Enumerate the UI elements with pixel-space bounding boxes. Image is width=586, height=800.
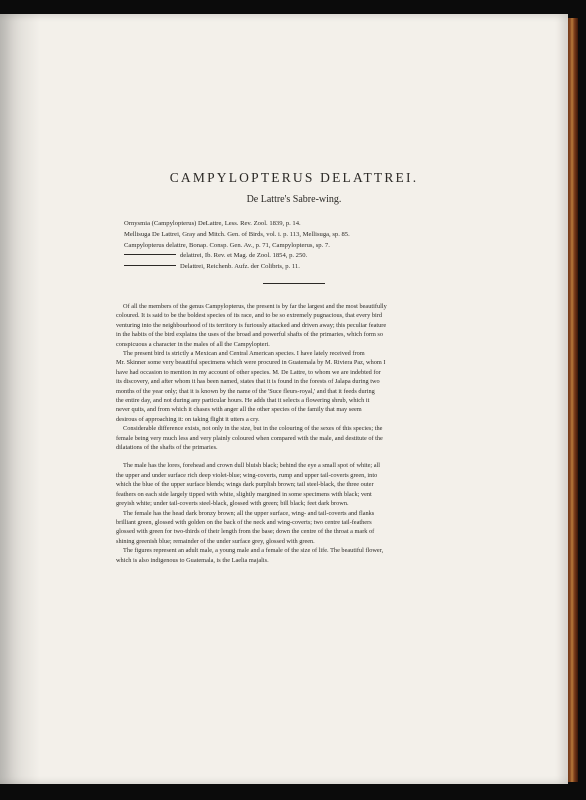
body-text — [116, 302, 472, 565]
synonym-line: Campylopterus delattre, Bonap. Consp. Gen. Av., p. 71, Campylopterus, sp. 7. — [124, 241, 330, 249]
text-line: months of the year only; that it is known by the name of the 'Suce fleurs-royal,' and that it feeds during — [116, 387, 375, 395]
text-line: Of all the members of the genus Campylopterus, the present is by far the largest and the most beautifully — [123, 302, 387, 310]
text-line: Mr. Skinner some very beautiful specimens which were procured in Guatemala by M. Riviera Paz, whom I — [116, 359, 386, 367]
text-line: brilliant green, glossed with golden on the back of the neck and wing-coverts; two centre tail-feathers — [116, 518, 372, 526]
text-line: which the blue of the upper surface blends; wings dark purplish brown; tail steel-black, the three outer — [116, 481, 374, 489]
text-line: the entire day, and not during any particular hours. He adds that it selects a flowering shrub, which it — [116, 397, 370, 405]
text-line: the upper and under surface rich deep violet-blue; wing-coverts, rump and upper tail-coverts green, into — [116, 471, 378, 479]
text-line: female being very much less and very plainly coloured when compared with the male, and destitute of the — [116, 434, 383, 442]
separator-rule — [263, 283, 325, 284]
text-line: feathers on each side largely tipped with white, slightly margined in some specimens with black; vent — [116, 490, 372, 498]
synonym-line: Mellisuga De Lattrei, Gray and Mitch. Gen. of Birds, vol. i. p. 113, Mellisuga, sp. 85. — [124, 230, 350, 238]
page-content — [116, 170, 472, 565]
text-line: dilatations of the shafts of the primaries. — [116, 444, 218, 452]
synonym-line-ditto: delattrei, Ib. Rev. et Mag. de Zool. 1854, p. 250. — [124, 251, 472, 262]
text-line: The figures represent an adult male, a young male and a female of the size of life. The beautiful flower, — [123, 547, 384, 555]
text-line: in the habits of the bird explains the uses of the broad and powerful shafts of the primaries, which form so — [116, 331, 384, 339]
text-line: glossed with green for two-thirds of their length from the base; down the centre of the throat a mark of — [116, 528, 375, 536]
text-line: its discovery, and after whom it has been named, states that it is found in the forests of Jalapa during two — [116, 378, 380, 386]
text-line: conspicuous a character in the males of all the Campylopteri. — [116, 340, 270, 348]
text-line: The present bird is strictly a Mexican and Central American species. I have lately received from — [123, 350, 365, 358]
page-gutter-shadow — [0, 14, 40, 784]
text-line: have had occasion to mention in my account of other species. M. De Lattre, to whom we are indebted for — [116, 368, 381, 376]
ditto-dash — [124, 265, 176, 266]
common-name: De Lattre's Sabre-wing. — [246, 194, 342, 205]
synonym-line: Ornysmia (Campylopterus) DeLattre, Less. Rev. Zool. 1839, p. 14. — [124, 220, 301, 227]
species-title: CAMPYLOPTERUS DELATTREI. — [169, 170, 419, 185]
text-line: desirous of approaching it: on taking flight it utters a cry. — [116, 415, 260, 423]
text-line: venturing into the neighbourhood of its territory is furiously attacked and driven away; this peculiar feature — [116, 321, 387, 329]
text-line: never quits, and from which it chases with anger all the other species of the family that may seem — [116, 406, 362, 414]
text-line: The female has the head dark bronzy brown; all the upper surface, wing- and tail-coverts and flanks — [123, 509, 375, 517]
synonymy-list — [124, 219, 472, 273]
ditto-dash — [124, 254, 176, 255]
text-line: Considerable difference exists, not only in the size, but in the colouring of the sexes of this species; the — [123, 425, 383, 433]
text-line: The male has the lores, forehead and crown dull bluish black; behind the eye a small spot of white; all — [123, 462, 381, 470]
text-line: coloured. It is said to be the boldest species of its race, and to be so extremely pugnacious, that every bird — [116, 312, 382, 320]
text-line: which is also indigenous to Guatemala, is the Laelia majalis. — [116, 556, 269, 564]
synonym-line-ditto: Delattrei, Reichenb. Aufz. der Colibris, p. 11. — [124, 262, 472, 273]
text-line: shining greenish blue; remainder of the under surface grey, glossed with green. — [116, 537, 315, 545]
text-line: greyish white; under tail-coverts steel-black, glossed with green; bill black; feet dark brown. — [116, 500, 349, 508]
